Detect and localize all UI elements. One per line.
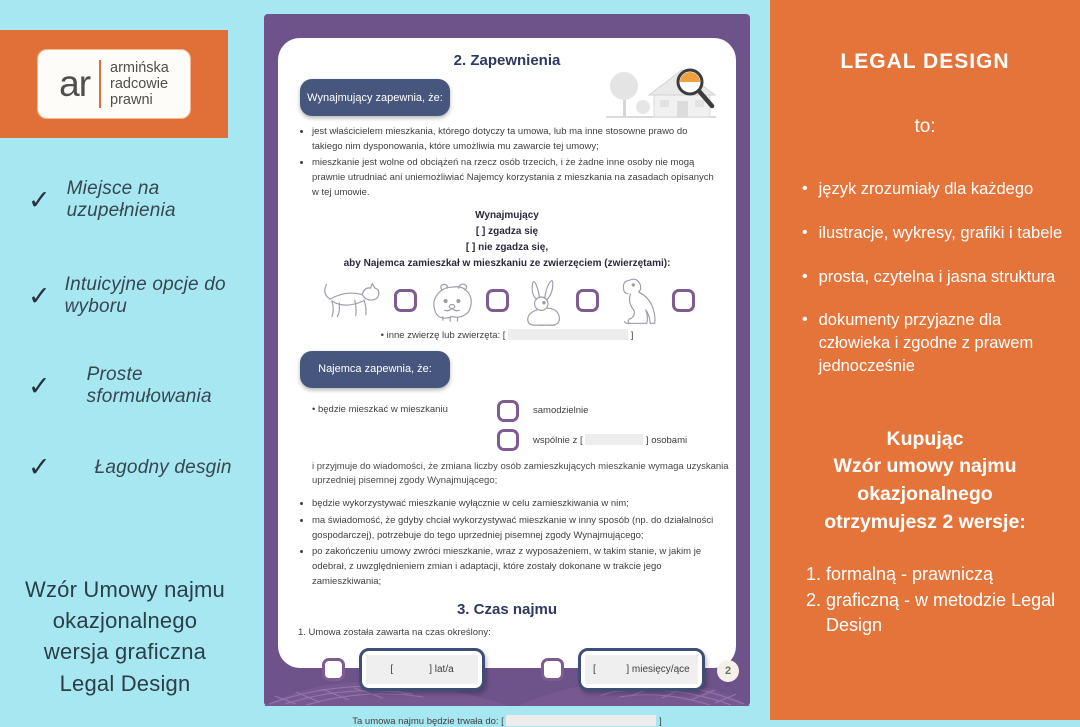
bullet-item: • jest właścicielem mieszkania, którego dotyczy ta umowa, lub ma inne stosowne prawo do takiego nim dysponowania, które umożliwia mu zawarcie tej umowy;	[312, 125, 716, 154]
landlord-assurance-button[interactable]: Wynajmujący zapewnia, że:	[300, 79, 450, 116]
bullet-item: • ma świadomość, że gdyby chciał wykorzystywać mieszkanie w inny sposób (np. do działalności gospodarczej), potrzebuje do tego uprzedniej pisemnej zgody Wynajmującego;	[312, 514, 716, 543]
other-animal-line: • inne zwierzę lub zwierzęta: [ ]	[380, 329, 634, 341]
contract-document-preview	[264, 14, 750, 727]
alone-checkbox[interactable]	[497, 400, 519, 422]
bullet-icon: •	[802, 223, 808, 241]
logo-divider	[99, 60, 101, 108]
feature-item	[28, 274, 262, 318]
legal-design-benefits-list	[802, 178, 1064, 378]
feature-label: Łagodny desgin	[94, 456, 232, 478]
dog-icon	[608, 276, 664, 326]
logo-card	[37, 49, 191, 119]
cat-checkbox[interactable]	[394, 289, 417, 312]
years-value[interactable]: [ ] lat/a	[366, 655, 478, 684]
feature-label: Miejsce na uzupełnienia	[66, 178, 176, 221]
checkmark-icon: ✓	[28, 280, 51, 311]
checkmark-icon: ✓	[28, 184, 51, 215]
fixed-term-label: 1. Umowa została zawarta na czas określony:	[298, 627, 491, 639]
tenant-living-row	[312, 400, 716, 451]
left-panel	[0, 0, 262, 720]
bullet-icon: •	[802, 180, 808, 197]
benefit-item: • ilustracje, wykresy, grafiki i tabele	[802, 222, 1064, 245]
months-box[interactable]	[578, 648, 705, 691]
years-box[interactable]	[359, 648, 485, 691]
months-checkbox[interactable]	[541, 658, 564, 681]
checkmark-icon: ✓	[28, 452, 51, 482]
feature-item	[28, 364, 262, 408]
versions-list	[806, 562, 1080, 638]
guinea-pig-checkbox[interactable]	[486, 289, 509, 312]
years-checkbox[interactable]	[322, 658, 345, 681]
rabbit-icon	[518, 276, 568, 326]
section-2-heading: 2. Zapewnienia	[453, 52, 561, 69]
tenant-note: i przyjmuje do wiadomości, że zmiana liczby osób zamieszkujących mieszkanie wymaga uzyskania uprzedniej pisemnej zgody Wynajmującego;	[312, 460, 729, 486]
other-animal-input[interactable]	[508, 329, 628, 340]
bullet-item: • będzie wykorzystywać mieszkanie wyłącznie w celu zamieszkiwania w nim;	[312, 497, 716, 512]
alone-label: samodzielnie	[533, 405, 589, 417]
lease-until-input[interactable]	[506, 715, 656, 726]
document-page	[278, 38, 736, 727]
dog-checkbox[interactable]	[672, 289, 695, 312]
guinea-pig-icon	[426, 279, 478, 323]
people-count-input[interactable]	[585, 434, 643, 445]
rabbit-checkbox[interactable]	[576, 289, 599, 312]
feature-item	[28, 452, 232, 483]
bullet-icon: •	[802, 267, 808, 285]
checkmark-icon: ✓	[28, 370, 51, 401]
house-magnifier-icon	[602, 60, 720, 124]
cat-icon	[320, 277, 386, 325]
version-item: 2. graficzną - w metodzie Legal Design	[806, 589, 1056, 635]
benefit-item: • język zrozumiały dla każdego	[802, 178, 1064, 201]
legal-design-subtitle: to:	[914, 116, 936, 137]
benefit-item: • dokumenty przyjazne dla człowieka i zgodne z prawem jednocześnie	[802, 309, 1064, 377]
bullet-item: • mieszkanie jest wolne od obciążeń na rzecz osób trzecich, i że żadne inne osoby nie mogą prawnie utrudniać ani uniemożliwiać Najemcy korzystania z mieszkania na zasadach opisanych w tej umowie.	[312, 156, 716, 200]
feature-item	[28, 178, 262, 222]
together-label: wspólnie z [ ] osobami	[533, 434, 688, 446]
bullet-icon: •	[802, 311, 808, 329]
animal-options-row	[298, 276, 716, 326]
benefit-item: • prosta, czytelna i jasna struktura	[802, 266, 1064, 289]
company-logo	[0, 30, 228, 138]
section-3-heading: 3. Czas najmu	[456, 601, 558, 619]
months-value[interactable]: [ ] miesięcy/ące	[585, 655, 698, 684]
living-bullet: • będzie mieszkać w mieszkaniu	[312, 403, 448, 415]
logo-name: armińska radcowie prawni	[110, 59, 169, 109]
together-checkbox[interactable]	[497, 429, 519, 451]
feature-label: Intuicyjne opcje do wyboru	[64, 274, 226, 317]
logo-initials: ar	[59, 63, 91, 104]
version-item: 1. formalną - prawniczą	[806, 564, 994, 585]
pet-consent-block: Wynajmujący [ ] zgadza się [ ] nie zgadza się, aby Najemca zamieszkał w mieszkaniu ze zwierzęciem (zwierzętami):	[343, 209, 671, 269]
tenant-bullet-list	[312, 497, 716, 589]
feature-label: Proste sformułowania	[86, 364, 212, 407]
right-panel	[770, 0, 1080, 720]
landlord-bullet-list	[312, 125, 716, 201]
purchase-promo-heading: Kupując Wzór umowy najmu okazjonalnego otrzymujesz 2 wersje:	[824, 427, 1026, 533]
lease-until-line: Ta umowa najmu będzie trwała do: [ ]	[352, 716, 662, 727]
bullet-item: • po zakończeniu umowy zwróci mieszkanie, wraz z wyposażeniem, w takim stanie, w jakim je odebrał, z uwzględnieniem zmian i adaptacji, które zostały dokonane w trakcie jego zamieszkiwania;	[312, 545, 716, 589]
legal-design-title: LEGAL DESIGN	[840, 50, 1010, 73]
tenant-assurance-button[interactable]: Najemca zapewnia, że:	[300, 351, 450, 388]
duration-options-row	[322, 648, 716, 691]
product-title: Wzór Umowy najmu okazjonalnego wersja graficzna Legal Design	[24, 577, 225, 696]
page-number-badge: 2	[717, 660, 739, 682]
